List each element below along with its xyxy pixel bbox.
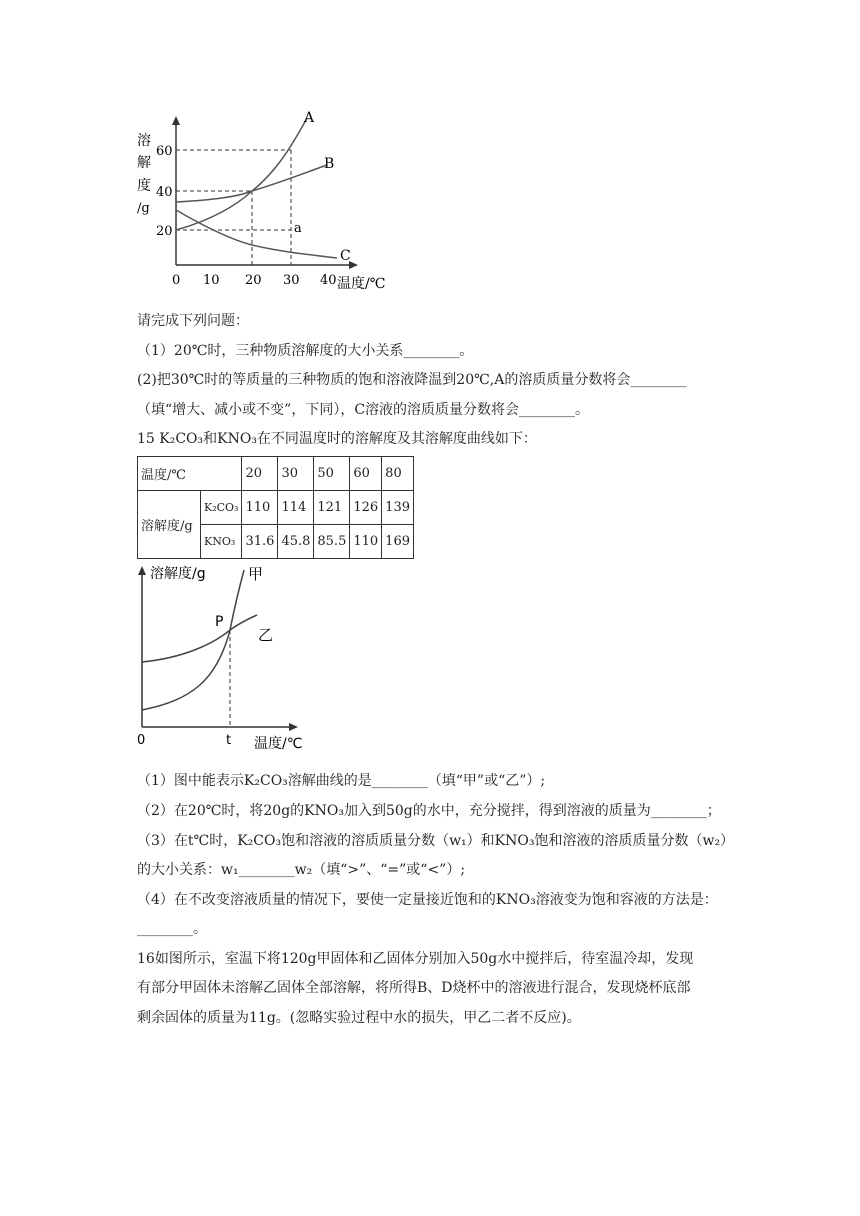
chart1-ylabel-4: /g — [137, 201, 150, 216]
table-temp: 50 — [314, 457, 350, 491]
chart1-ytick-60: 60 — [156, 144, 173, 159]
chart1-ytick-40: 40 — [156, 185, 173, 200]
table-row — [138, 491, 414, 525]
solubility-chart-jia-yi — [132, 560, 332, 752]
table-cell: 45.8 — [278, 525, 314, 559]
chart1-label-b: B — [324, 156, 335, 172]
problem-16-line-2: 有部分甲固体未溶解乙固体全部溶解，将所得B、D烧杯中的溶液进行混合，发现烧杯底部 — [137, 980, 691, 996]
table-cell: 110 — [350, 525, 382, 559]
chart1-xtick-10: 10 — [203, 273, 220, 288]
table-temp: 30 — [278, 457, 314, 491]
chart2-x-arrow — [289, 723, 298, 731]
chart1-xtick-0: 0 — [172, 273, 181, 288]
problem-15-part-1: （1）图中能表示K₂CO₃溶解曲线的是________（填“甲”或“乙”）; — [137, 773, 546, 789]
problem-15-title: 15 K₂CO₃和KNO₃在不同温度时的溶解度及其溶解度曲线如下： — [137, 431, 537, 447]
chart2-label-jia: 甲 — [248, 565, 264, 583]
question-2-line-1: (2)把30℃时的等质量的三种物质的饱和溶液降温到20℃,A的溶质质量分数将会________ — [137, 372, 687, 388]
curve-jia — [142, 570, 244, 710]
solubility-chart-abc — [132, 110, 402, 295]
table-cell: 110 — [242, 491, 278, 525]
table-cell: 169 — [382, 525, 414, 559]
chart1-xtick-20: 20 — [245, 273, 262, 288]
curve-b — [176, 165, 327, 202]
problem-16-line-1: 16如图所示，室温下将120g甲固体和乙固体分别加入50g水中搅拌后，待室温冷却，发现 — [137, 951, 694, 967]
table-row — [138, 457, 414, 491]
table-cell: 114 — [278, 491, 314, 525]
table-substance: KNO₃ — [201, 525, 242, 559]
chart2-p-label: P — [215, 614, 224, 630]
chart1-y-arrow — [172, 116, 180, 125]
solubility-table — [137, 456, 414, 559]
table-row-label: 溶解度/g — [138, 491, 201, 559]
prompt-text: 请完成下列问题： — [137, 313, 249, 329]
chart2-label-yi: 乙 — [258, 626, 274, 644]
chart1-xlabel: 温度/℃ — [337, 276, 386, 292]
table-temp: 60 — [350, 457, 382, 491]
problem-16-line-3: 剩余固体的质量为11g。(忽略实验过程中水的损失，甲乙二者不反应)。 — [137, 1010, 581, 1026]
chart1-xtick-40: 40 — [320, 273, 337, 288]
chart1-point-a: a — [294, 221, 302, 236]
table-cell: 139 — [382, 491, 414, 525]
curve-c — [176, 210, 337, 258]
problem-15-part-4-line-1: （4）在不改变溶液质量的情况下，要使一定量接近饱和的KNO₃溶液变为饱和容液的方法是： — [137, 892, 718, 908]
table-temp: 80 — [382, 457, 414, 491]
chart1-ytick-20: 20 — [156, 224, 173, 239]
table-cell: 31.6 — [242, 525, 278, 559]
chart1-ylabel-1: 溶 — [137, 133, 151, 149]
chart2-xlabel: 温度/℃ — [254, 736, 303, 752]
curve-a — [176, 118, 307, 230]
question-1: （1）20℃时，三种物质溶解度的大小关系________。 — [137, 343, 474, 359]
chart1-ylabel-3: 度 — [137, 178, 151, 194]
table-cell: 126 — [350, 491, 382, 525]
chart1-label-c: C — [340, 248, 351, 264]
table-header-label: 温度/℃ — [138, 457, 242, 491]
table-cell: 121 — [314, 491, 350, 525]
chart1-label-a: A — [304, 110, 315, 126]
chart2-y-arrow — [138, 566, 146, 575]
question-2-line-2: （填“增大、减小或不变”，下同），C溶液的溶质质量分数将会________。 — [137, 402, 590, 418]
chart1-xtick-30: 30 — [283, 273, 300, 288]
table-cell: 85.5 — [314, 525, 350, 559]
problem-15-part-3-line-2: 的大小关系：w₁________w₂（填“>”、“=”或“<”）; — [137, 862, 466, 878]
problem-15-part-2: （2）在20℃时，将20g的KNO₃加入到50g的水中，充分搅拌，得到溶液的质量为________； — [137, 803, 721, 819]
table-temp: 20 — [242, 457, 278, 491]
table-substance: K₂CO₃ — [201, 491, 242, 525]
chart2-t-label: t — [226, 733, 232, 748]
problem-15-part-4-line-2: ________。 — [137, 921, 207, 937]
problem-15-part-3-line-1: （3）在t℃时，K₂CO₃饱和溶液的溶质质量分数（w₁）和KNO₃饱和溶液的溶质质量分数（w₂） — [137, 833, 735, 849]
curve-yi — [142, 615, 257, 662]
chart2-ylabel: 溶解度/g — [150, 566, 206, 582]
chart1-guides — [176, 150, 291, 265]
chart1-ylabel-2: 解 — [137, 155, 151, 171]
chart2-origin: 0 — [137, 733, 146, 748]
